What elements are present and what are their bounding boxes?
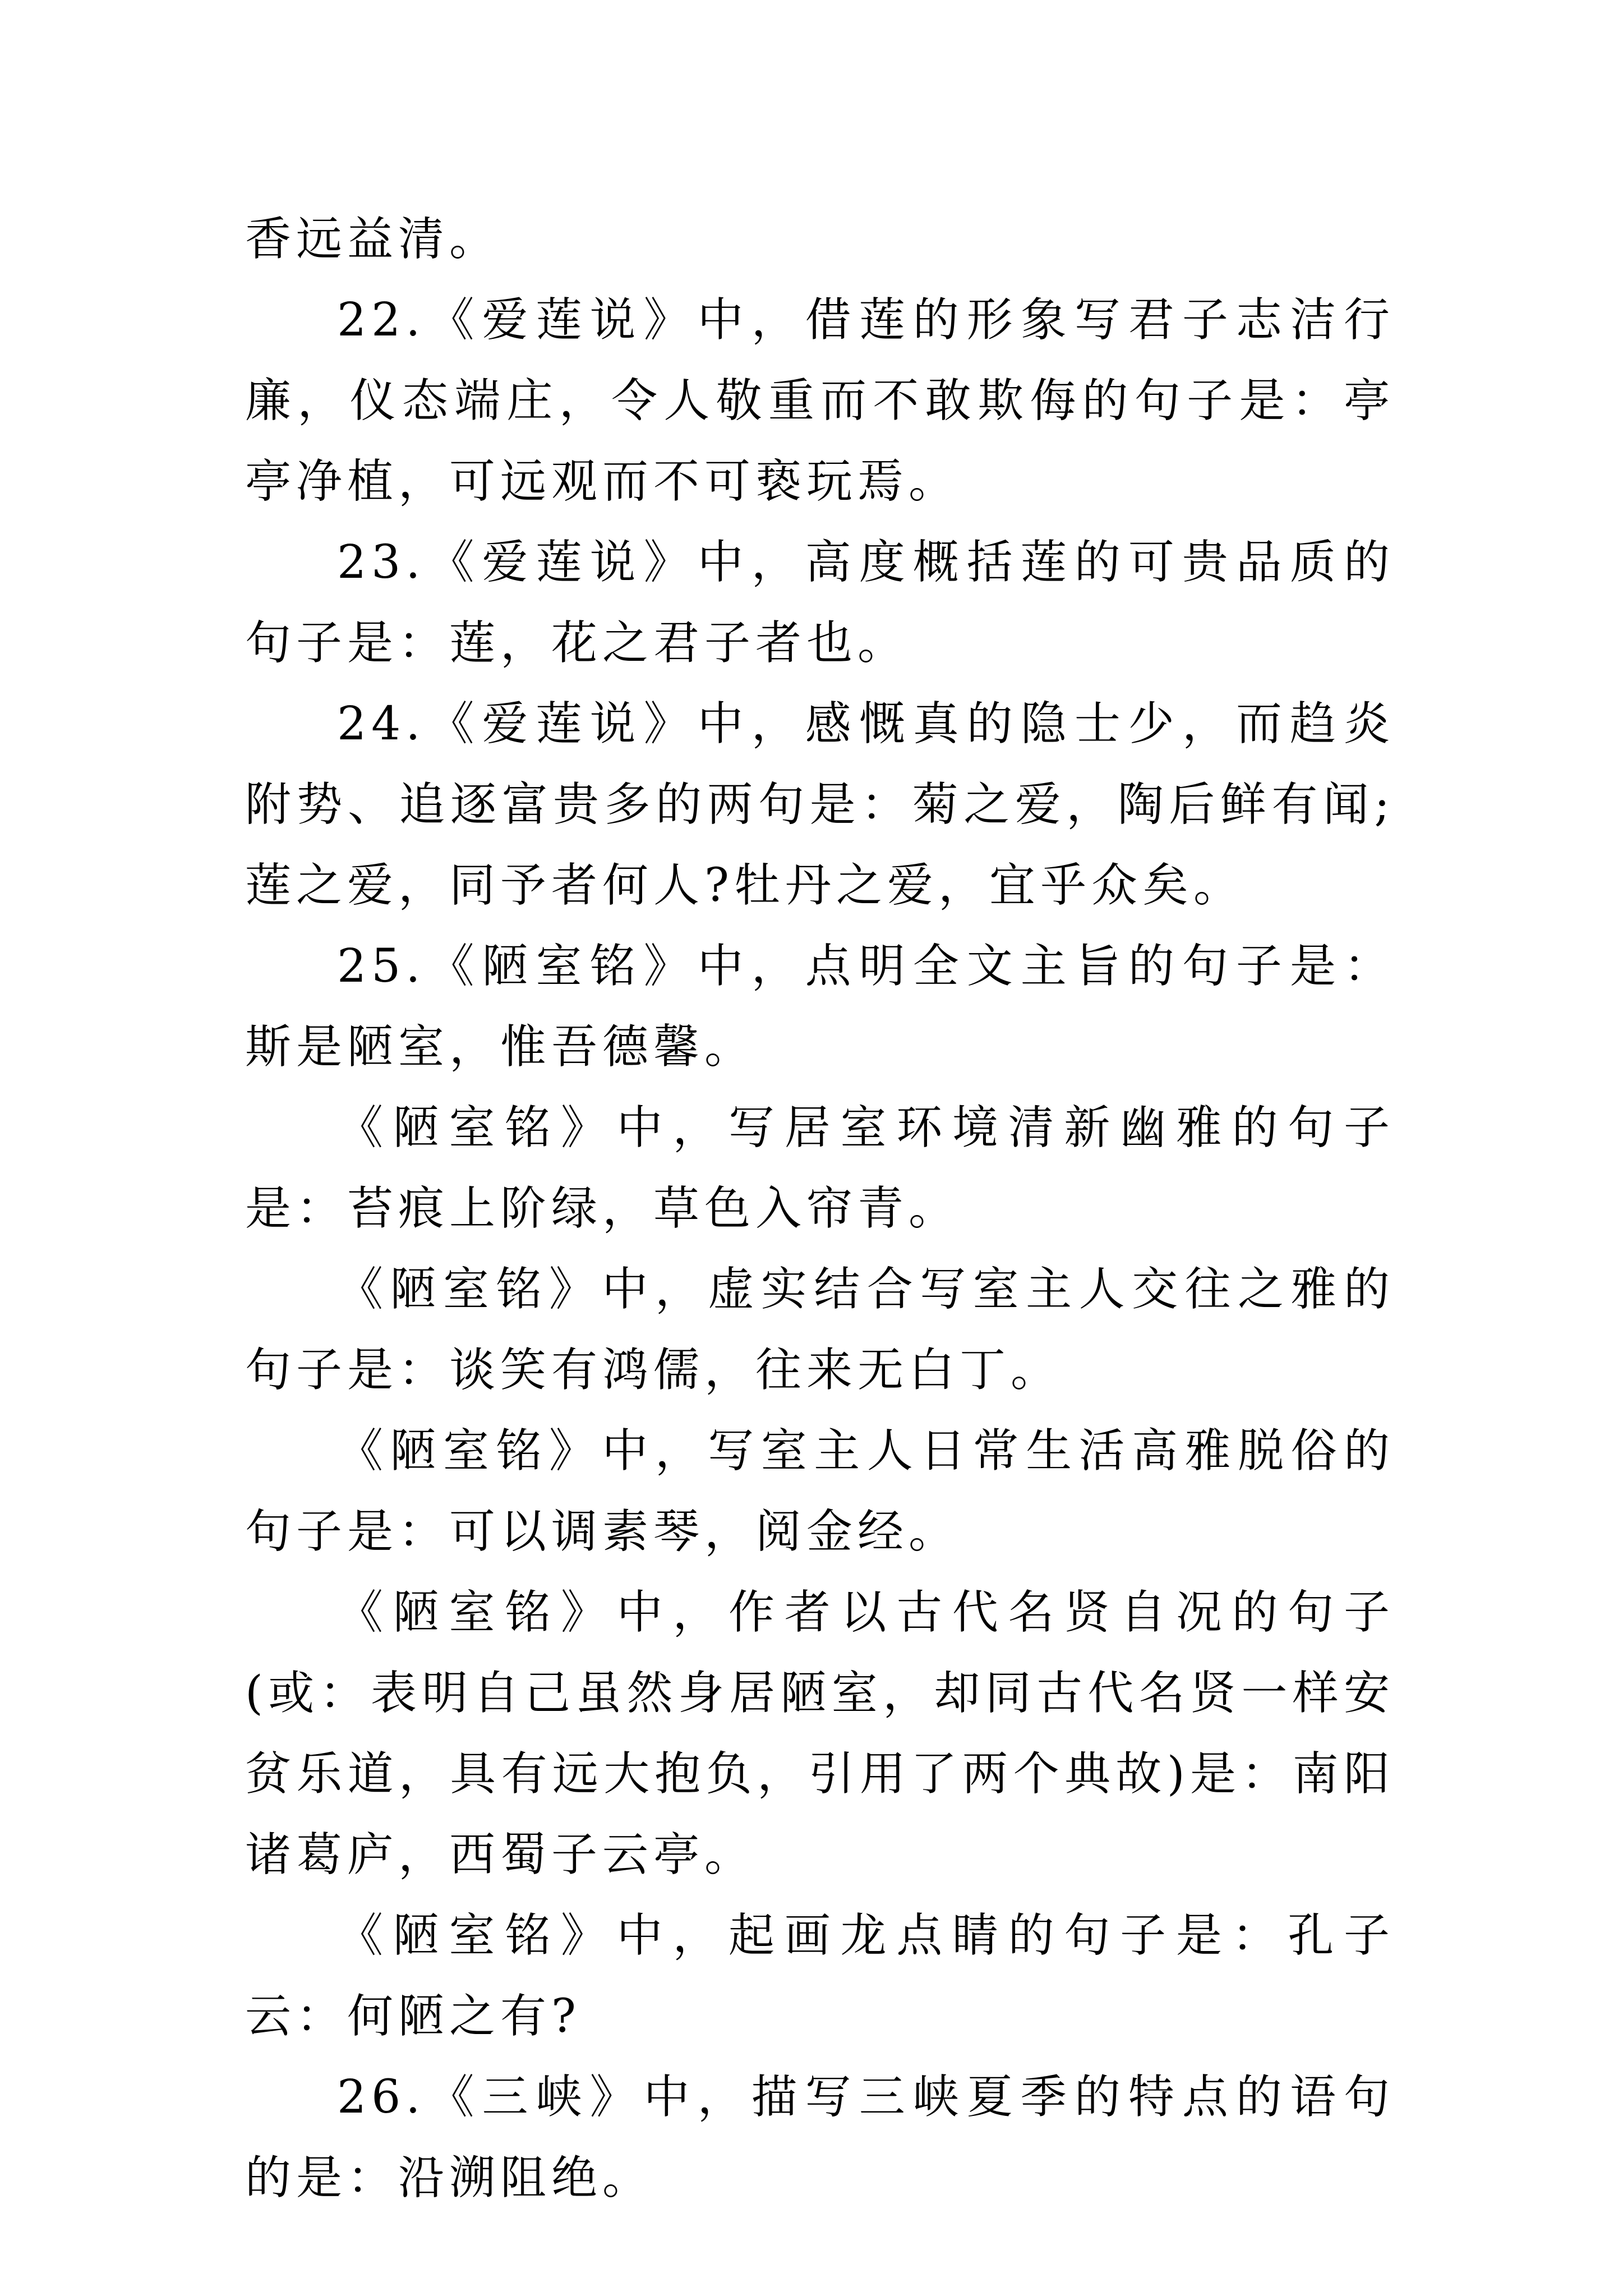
paragraph-item-22: 22.《爱莲说》中，借莲的形象写君子志洁行廉，仪态端庄，令人敬重而不敢欺侮的句子是：亭亭净植，可远观而不可亵玩焉。 bbox=[245, 293, 1395, 508]
paragraph-item-25: 25.《陋室铭》中，点明全文主旨的句子是：斯是陋室，惟吾德馨。 bbox=[245, 940, 1395, 1074]
paragraph-item-24: 24.《爱莲说》中，感慨真的隐士少，而趋炎附势、追逐富贵多的两句是：菊之爱，陶后鲜有闻;莲之爱，同予者何人?牡丹之爱，宜乎众矣。 bbox=[245, 697, 1395, 912]
paragraph-loushiming-finishing-touch: 《陋室铭》中，起画龙点睛的句子是：孔子云：何陋之有? bbox=[245, 1909, 1395, 2043]
paragraph-item-26: 26.《三峡》中，描写三峡夏季的特点的语句的是：沿溯阻绝。 bbox=[245, 2070, 1395, 2205]
paragraph-item-23: 23.《爱莲说》中，高度概括莲的可贵品质的句子是：莲，花之君子者也。 bbox=[245, 536, 1395, 670]
document-body bbox=[245, 199, 1395, 2219]
paragraph-loushiming-daily-life: 《陋室铭》中，写室主人日常生活高雅脱俗的句子是：可以调素琴，阅金经。 bbox=[245, 1424, 1395, 1558]
paragraph-loushiming-friends: 《陋室铭》中，虚实结合写室主人交往之雅的句子是：谈笑有鸿儒，往来无白丁。 bbox=[245, 1263, 1395, 1397]
paragraph-loushiming-environment: 《陋室铭》中，写居室环境清新幽雅的句子是：苔痕上阶绿，草色入帘青。 bbox=[245, 1101, 1395, 1235]
paragraph-loushiming-sages: 《陋室铭》中，作者以古代名贤自况的句子(或：表明自己虽然身居陋室，却同古代名贤一样安贫乐道，具有远大抱负，引用了两个典故)是：南阳诸葛庐，西蜀子云亭。 bbox=[245, 1586, 1395, 1881]
paragraph-continuation: 香远益清。 bbox=[245, 213, 501, 266]
